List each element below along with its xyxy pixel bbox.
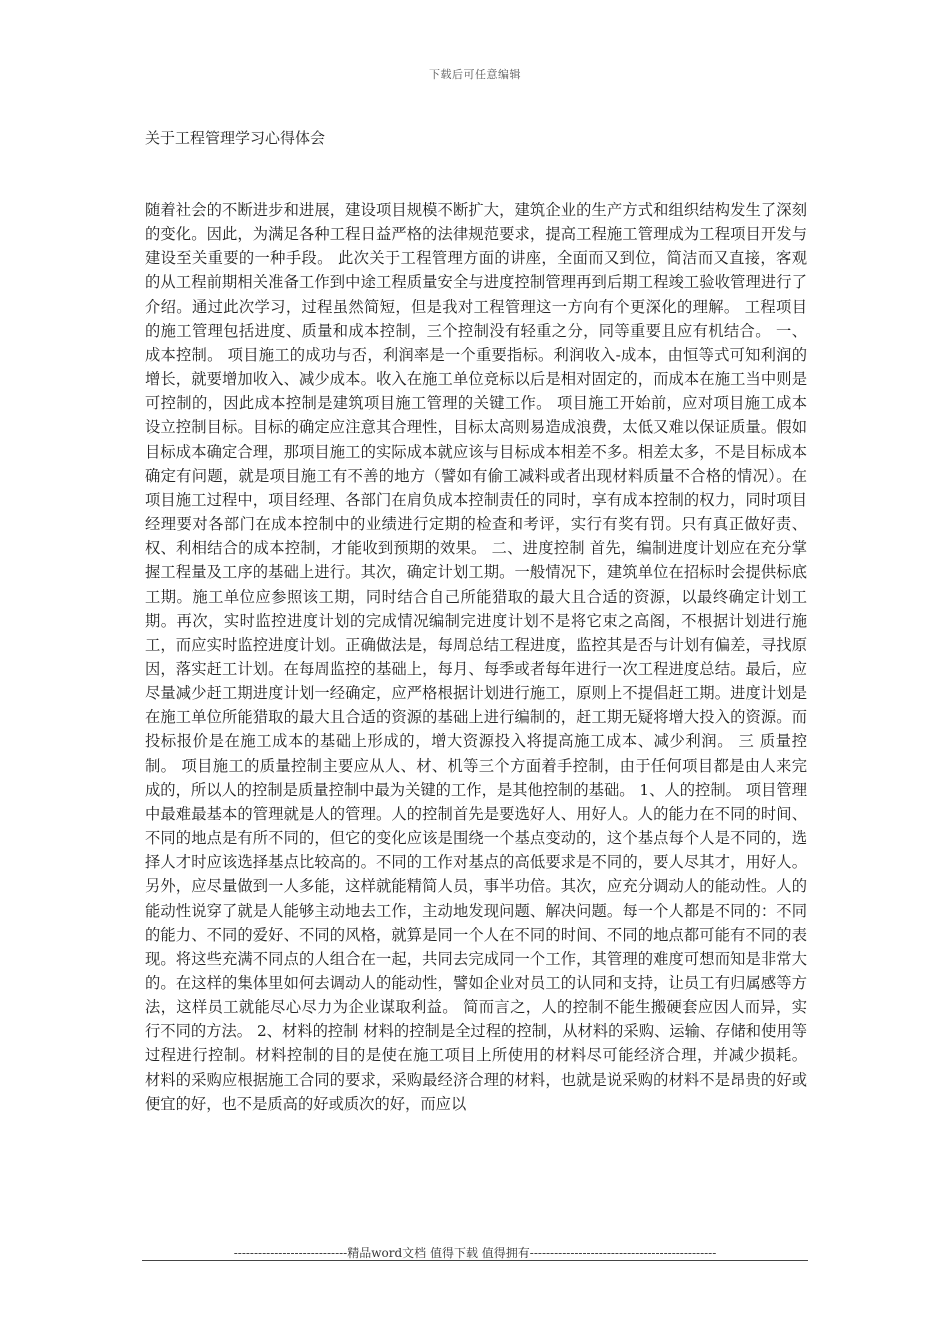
document-title: 关于工程管理学习心得体会 — [145, 129, 326, 147]
document-body: 随着社会的不断进步和进展，建设项目规模不断扩大，建筑企业的生产方式和组织结构发生了深刻的变化。因此，为满足各种工程日益严格的法律规范要求，提高工程施工管理成为工程项目开发与建设至关重要的一种手段。 此次关于工程管理方面的讲座，全面而又到位，简洁而又直接，客观的从工程前期相关准备工作到中途工程质量安全与进度控制管理再到后期工程竣工验收管理进行了介绍。通过此次学习，过程虽然简短，但是我对工程管理这一方向有个更深化的理解。 工程项目的施工管理包括进度、质量和成本控制，三个控制没有轻重之分，同等重要且应有机结合。 一、成本控制。 项目施工的成功与否，利润率是一个重要指标。利润收入-成本，由恒等式可知利润的增长，就要增加收入、减少成本。收入在施工单位竞标以后是相对固定的，而成本在施工当中则是可控制的，因此成本控制是建筑项目施工管理的关键工作。 项目施工开始前，应对项目施工成本设立控制目标。目标的确定应注意其合理性，目标太高则易造成浪费，太低又难以保证质量。假如目标成本确定合理，那项目施工的实际成本就应该与目标成本相差不多。相差太多，不是目标成本确定有问题，就是项目施工有不善的地方（譬如有偷工减料或者出现材料质量不合格的情况）。在项目施工过程中，项目经理、各部门在肩负成本控制责任的同时，享有成本控制的权力，同时项目经理要对各部门在成本控制中的业绩进行定期的检查和考评，实行有奖有罚。只有真正做好责、权、利相结合的成本控制，才能收到预期的效果。 二、进度控制 首先，编制进度计划应在充分掌握工程量及工序的基础上进行。其次，确定计划工期。一般情况下，建筑单位在招标时会提供标底工期。施工单位应参照该工期，同时结合自己所能猎取的最大且合适的资源，以最终确定计划工期。再次，实时监控进度计划的完成情况编制完进度计划不是将它束之高阁，不根据计划进行施工，而应实时监控进度计划。正确做法是，每周总结工程进度，监控其是否与计划有偏差，寻找原因，落实赶工计划。在每周监控的基础上，每月、每季或者每年进行一次工程进度总结。最后，应尽量减少赶工期进度计划一经确定，应严格根据计划进行施工，原则上不提倡赶工期。进度计划是在施工单位所能猎取的最大且合适的资源的基础上进行编制的，赶工期无疑将增大投入的资源。而投标报价是在施工成本的基础上形成的，增大资源投入将提高施工成本、减少利润。 三 质量控制。 项目施工的质量控制主要应从人、材、机等三个方面着手控制，由于任何项目都是由人来完成的，所以人的控制是质量控制中最为关键的工作，是其他控制的基础。 1、人的控制。 项目管理中最难最基本的管理就是人的管理。人的控制首先是要选好人、用好人。人的能力在不同的时间、不同的地点是有所不同的，但它的变化应该是围绕一个基点变动的，这个基点每个人是不同的，选择人才时应该选择基点比较高的。不同的工作对基点的高低要求是不同的，要人尽其才，用好人。另外，应尽量做到一人多能，这样就能精简人员，事半功倍。其次，应充分调动人的能动性。人的能动性说穿了就是人能够主动地去工作，主动地发现问题、解决问题。每一个人都是不同的：不同的能力、不同的爱好、不同的风格，就算是同一个人在不同的时间、不同的地点都可能有不同的表现。将这些充满不同点的人组合在一起，共同去完成同一个工作，其管理的难度可想而知是非常大的。在这样的集体里如何去调动人的能动性，譬如企业对员工的认同和支持，让员工有归属感等方法，这样员工就能尽心尽力为企业谋取利益。 简而言之，人的控制不能生搬硬套应因人而异，实行不同的方法。 2、材料的控制 材料的控制是全过程的控制，从材料的采购、运输、存储和使用等过程进行控制。材料控制的目的是使在施工项目上所使用的材料尽可能经济合理，并减少损耗。 材料的采购应根据施工合同的要求，采购最经济合理的材料，也就是说采购的材料不是昂贵的好或便宜的好，也不是质高的好或质次的好，而应以 — [145, 201, 807, 1113]
footer-divider — [142, 1260, 808, 1261]
page-header: 下载后可任意编辑 — [429, 68, 521, 81]
page-footer: ----------------------------精品word文档 值得下载 值得拥有---------------------------------------------- — [233, 1246, 717, 1260]
